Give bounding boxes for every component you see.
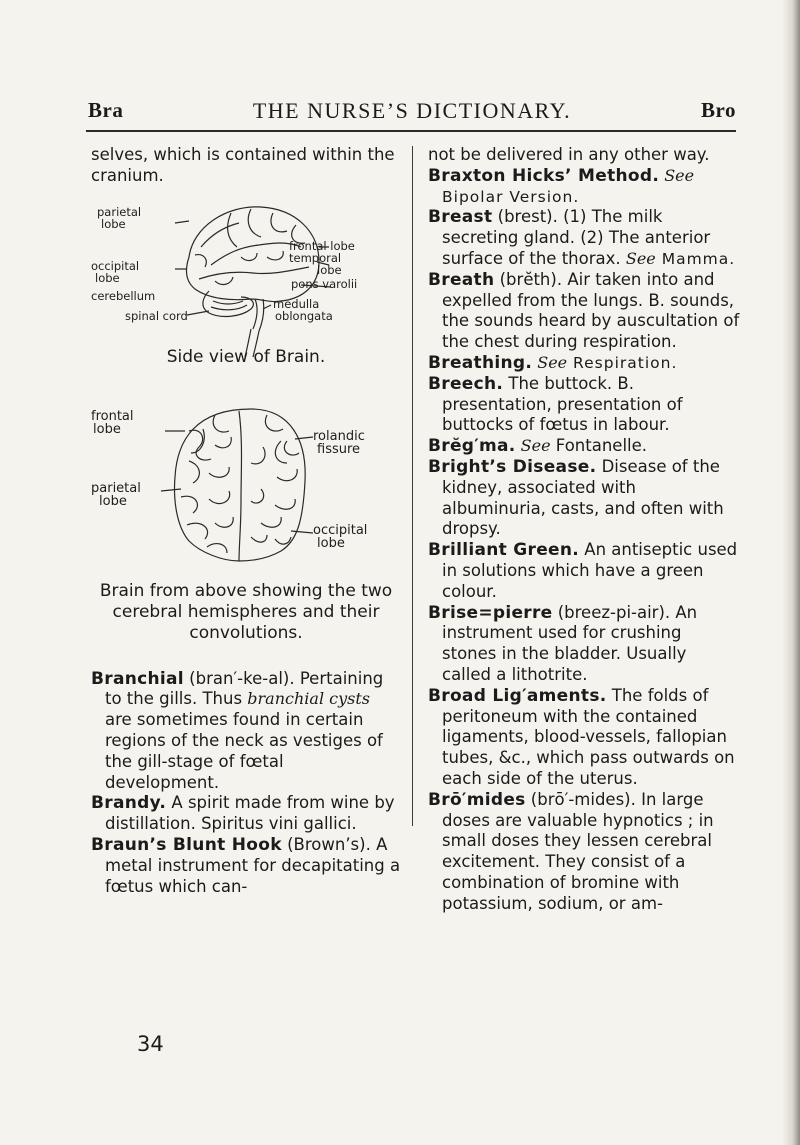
- page-edge-shadow: [782, 0, 800, 1145]
- entry-brandy: [91, 793, 401, 835]
- label-cerebellum: cerebellum: [91, 288, 156, 303]
- figure-side-view: [91, 187, 401, 377]
- label-parietal-lobe-top: lobe: [99, 493, 127, 509]
- label-rolandic: rolandic: [313, 428, 365, 444]
- entry-breathing: [428, 353, 740, 374]
- entry-brauns-blunt-hook: [91, 835, 401, 897]
- column-divider: [412, 146, 413, 826]
- left-column: [91, 145, 401, 897]
- entry-brights-disease: [428, 457, 740, 540]
- label-frontal: frontal: [91, 408, 134, 424]
- see-braxton: See: [659, 165, 695, 185]
- running-header: [88, 98, 736, 132]
- entry-braxton-hicks: [428, 166, 740, 208]
- entry-brauns-blunt-hook-text: (Brown’s). A metal instrument for decapitating a fœtus which can-: [105, 834, 401, 896]
- entry-branchial-text: (bran′-ke-al). Pertaining to the gills. Thus: [105, 668, 384, 709]
- entry-breast-text: (brest). (1) The milk secreting gland. (2) The anterior surface of the thorax.: [442, 207, 711, 268]
- entry-broad-ligaments-text: The folds of peritoneum with the contained ligaments, blood-vessels, fallopian tubes, &c., which pass outwards on each side of the uterus.: [442, 685, 735, 788]
- entry-brise-pierre-text: (breez-pi-air). An instrument used for crushing stones in the bladder. Usually called a lithotrite.: [442, 602, 698, 684]
- entry-brandy-text: A spirit made from wine by distillation. Spiritus vini gallici.: [105, 793, 395, 834]
- see-breast: See: [625, 248, 656, 268]
- page-number: 34: [137, 1032, 164, 1056]
- headword-bromides: Brō′mides: [428, 789, 526, 810]
- label-parietal-lobe: parietal: [97, 204, 142, 219]
- headword-brauns-blunt-hook: Braun’s Blunt Hook: [91, 834, 282, 855]
- ref-bipolar-version: Bipolar Version.: [442, 187, 580, 206]
- entry-breast: [428, 207, 740, 269]
- entry-brilliant-green-text: An antiseptic used in solutions which have a green colour.: [442, 540, 738, 601]
- headword-bregma: Brĕg′ma.: [428, 436, 516, 457]
- header-rule: [86, 130, 736, 132]
- entry-branchial-text-2: are sometimes found in certain regions of the neck as vestiges of the gill-stage of fœtal development.: [105, 710, 383, 792]
- headword-brandy: Brandy.: [91, 793, 167, 814]
- figure-top-view: [91, 401, 401, 661]
- see-breathing: See: [532, 352, 568, 372]
- label-temporal-lobe: temporal: [289, 250, 342, 265]
- entry-bregma-text: Fontanelle.: [550, 436, 648, 456]
- entry-breech-text: The buttock. B. presentation, presentation of buttocks of fœtus in labour.: [442, 373, 683, 435]
- left-guide-word: Bra: [88, 98, 124, 122]
- label-occipital: occipital: [313, 522, 368, 538]
- label-parietal: parietal: [91, 480, 141, 496]
- see-bregma: See: [515, 436, 551, 456]
- label-frontal-lobe: frontal lobe: [289, 238, 355, 253]
- entry-branchial: [91, 669, 401, 794]
- left-entries: [91, 669, 401, 898]
- label-frontal-lobe-2: lobe: [93, 421, 121, 437]
- continued-text: not be delivered in any other way.: [428, 145, 710, 164]
- headword-branchial: Branchial: [91, 668, 184, 689]
- label-pons-varolii: pons varolii: [291, 276, 358, 291]
- right-column: [428, 145, 740, 914]
- ref-mamma: Mamma.: [655, 249, 736, 268]
- label-medulla-oblongata: oblongata: [275, 308, 333, 323]
- entry-branchial-italic: branchial cysts: [247, 689, 370, 709]
- label-occipital-lobe-top: lobe: [317, 535, 345, 551]
- headword-braxton-hicks: Braxton Hicks’ Method.: [428, 165, 660, 186]
- headword-breathing: Breathing.: [428, 352, 533, 373]
- figure2-caption: Brain from above showing the two cerebral hemispheres and their convolutions.: [99, 580, 393, 643]
- entry-bromides: [428, 790, 740, 915]
- label-temporal-lobe-2: lobe: [317, 262, 342, 277]
- entry-brights-disease-text: Disease of the kidney, associated with albuminuria, casts, and often with dropsy.: [442, 456, 724, 539]
- headword-brise-pierre: Brise=pierre: [428, 602, 553, 623]
- ref-respiration: Respiration.: [567, 353, 678, 372]
- entry-brilliant-green: [428, 540, 740, 602]
- headword-breast: Breast: [428, 207, 493, 228]
- label-occipital-lobe-2: lobe: [95, 270, 120, 285]
- entry-bregma: [428, 436, 740, 457]
- label-spinal-cord: spinal cord: [125, 308, 188, 323]
- figure1-caption: Side view of Brain.: [166, 346, 326, 367]
- book-title: THE NURSE’S DICTIONARY.: [252, 98, 572, 123]
- intro-text: selves, which is contained within the cranium.: [91, 145, 395, 185]
- headword-breech: Breech.: [428, 373, 504, 394]
- entry-bromides-text: (brō′-mides). In large doses are valuable hypnotics ; in small doses they lessen cerebral excitement. They consist of a combination of bromine with potassium, sodium, or am-: [442, 789, 714, 913]
- entry-broad-ligaments: [428, 686, 740, 790]
- entry-brise-pierre: [428, 603, 740, 686]
- label-medulla: medulla: [273, 296, 320, 311]
- label-rolandic-fissure: fissure: [317, 441, 361, 457]
- entry-breath-text: (brĕth). Air taken into and expelled from the lungs. B. sounds, the sounds heard by auscultation of the chest during respiration.: [442, 269, 740, 352]
- headword-brights-disease: Bright’s Disease.: [428, 456, 597, 477]
- entry-breath: [428, 270, 740, 353]
- label-parietal-lobe-2: lobe: [101, 216, 126, 231]
- right-guide-word: Bro: [701, 98, 736, 122]
- headword-breath: Breath: [428, 269, 495, 290]
- headword-broad-ligaments: Broad Lig′aments.: [428, 685, 607, 706]
- label-occipital-lobe: occipital: [91, 258, 140, 273]
- headword-brilliant-green: Brilliant Green.: [428, 540, 580, 561]
- entry-breech: [428, 374, 740, 436]
